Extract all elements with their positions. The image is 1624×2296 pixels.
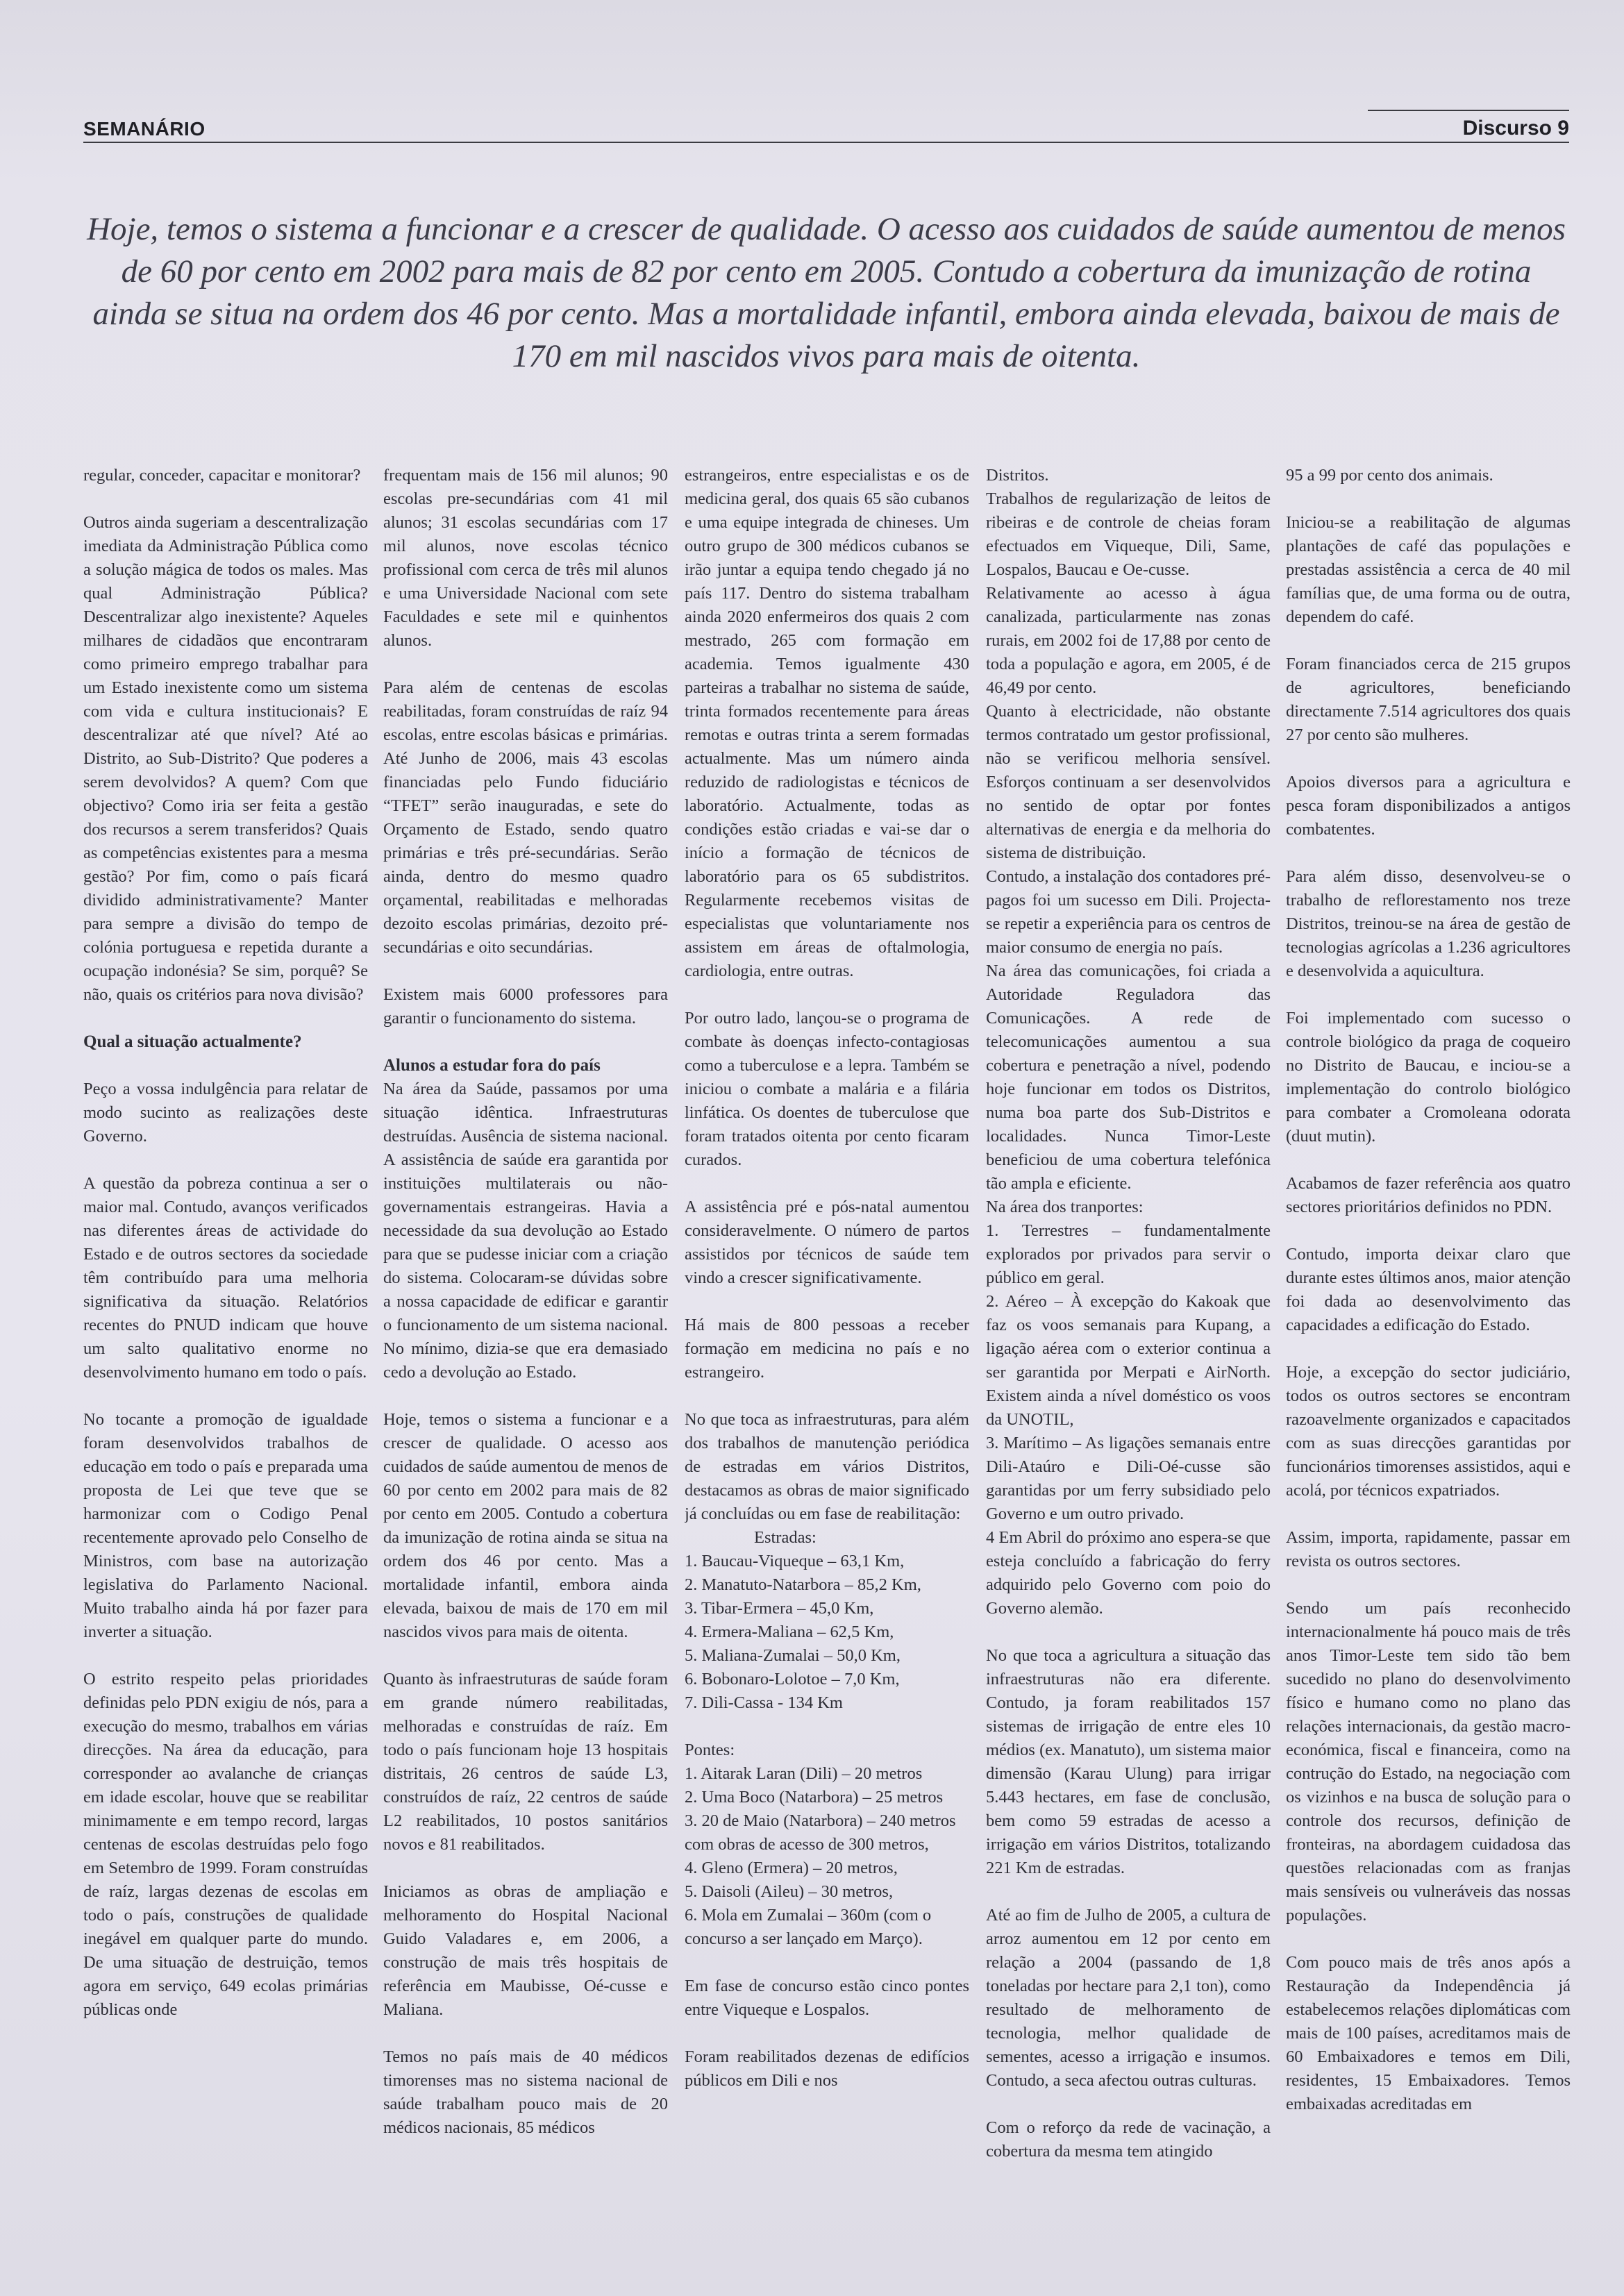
paragraph: Quanto às infraestruturas de saúde foram em grande número reabilitadas, melhoradas e construídas de raíz. Em todo o país funcionam hoje 13 hospitais distritais, 26 centros de saúde L3, construídos de raíz, 22 centros de saúde L2 reabilitados, 10 postos sanitários novos e 81 reabilitados. <box>383 1670 668 1854</box>
pull-quote: Hoje, temos o sistema a funcionar e a crescer de qualidade. O acesso aos cuidados de saúde aumentou de menos de 60 por cento em 2002 para mais de 82 por cento em 2005. Contudo a cobertura da imunização de rotina ainda se situa na ordem dos 46 por cento. Mas a mortalidade infantil, embora ainda elevada, baixou de mais de 170 em mil nascidos vivos para mais de oitenta. <box>87 211 1566 374</box>
newspaper-name: SEMANÁRIO <box>83 118 206 140</box>
paragraph: Assim, importa, rapidamente, passar em revista os outros sectores. <box>1286 1528 1571 1570</box>
paragraph: 95 a 99 por cento dos animais. <box>1286 466 1493 485</box>
paragraph: Para além disso, desenvolveu-se o trabalho de reflorestamento nos treze Distritos, treinou-se na área de gestão de tecnologias agrícolas a 1.236 agricultores e desenvolvida a aquicultura. <box>1286 867 1571 980</box>
article-body <box>83 464 1569 2255</box>
paragraph: Distritos. <box>986 466 1049 485</box>
column-3 <box>685 464 969 2241</box>
paragraph: Trabalhos de regularização de leitos de ribeiras e de controle de cheias foram efectuados em Viqueque, Dili, Same, Lospalos, Baucau e Oe-cusse. <box>986 489 1271 579</box>
list-item: 2. Manatuto-Natarbora – 85,2 Km, <box>685 1575 921 1594</box>
paragraph: Há mais de 800 pessoas a receber formação em medicina no país e no estrangeiro. <box>685 1316 969 1382</box>
paragraph: O estrito respeito pelas prioridades definidas pelo PDN exigiu de nós, para a execução do mesmo, trabalhos em várias direcções. Na área da educação, para corresponder ao avalanche de crianças em idade escolar, houve que se reabilitar minimamente e em tempo record, largas centenas de escolas destruídas pelo fogo em Setembro de 1999. Foram construídas de raíz, largas dezenas de escolas em todo o país, construções de qualidade inegável em qualquer parte do mundo. De uma situação de destruição, temos agora em serviço, 649 ecolas primárias públicas onde <box>83 1670 368 2019</box>
bridges-list <box>685 1762 969 1951</box>
paragraph: Contudo, a instalação dos contadores pré-pagos foi um sucesso em Dili. Projecta-se repetir a experiência para os centros de maior consumo de energia no país. <box>986 867 1271 957</box>
paragraph: 2. Aéreo – À excepção do Kakoak que faz os voos semanais para Kupang, a ligação aérea com o exterior continua a ser garantida por Merpati e AirNorth. Existem ainda a nível doméstico os voos da UNOTIL, <box>986 1292 1271 1429</box>
paragraph: A assistência pré e pós-natal aumentou consideravelmente. O número de partos assistidos por técnicos de saúde tem vindo a crescer significativamente. <box>685 1198 969 1287</box>
section-heading: Alunos a estudar fora do país <box>383 1056 601 1075</box>
paragraph: Quanto à electricidade, não obstante termos contratado um gestor profissional, não se verificou melhoria sensível. Esforços continuam a ser desenvolvidos no sentido de optar por fontes alternativas de energia e da melhoria do sistema de distribuição. <box>986 702 1271 862</box>
paragraph: Sendo um país reconhecido internacionalmente há pouco mais de três anos Timor-Leste tem sido tão bem sucedido no plano do desenvolvimento físico e humano como no plano das relações internacionais, da gestão macro-económica, fiscal e financeira, como na contrução do Estado, na negociação com os vizinhos e na busca de solução para o controle dos recursos, definição de fronteiras, na abordagem cuidadosa das questões relacionadas com as franjas mais sensíveis ou vulneráveis das nossas populações. <box>1286 1599 1571 1925</box>
section-heading: Qual a situação actualmente? <box>83 1032 302 1051</box>
roads-list <box>685 1550 969 1715</box>
paragraph: Com pouco mais de três anos após a Restauração da Independência já estabelecemos relações diplomáticas com mais de 100 países, acreditamos mais de 60 Embaixadores e temos em Dili, residentes, 15 Embaixadores. Temos embaixadas acreditadas em <box>1286 1953 1571 2113</box>
paragraph: Relativamente ao acesso à água canalizada, particularmente nas zonas rurais, em 2002 foi de 17,88 por cento de toda a população e agora, em 2005, é de 46,49 por cento. <box>986 584 1271 697</box>
paragraph: No que toca as infraestruturas, para além dos trabalhos de manutenção periódica de estradas em vários Distritos, destacamos as obras de maior significado já concluídas ou em fase de reabilitação: <box>685 1410 969 1523</box>
paragraph: estrangeiros, entre especialistas e os de medicina geral, dos quais 65 são cubanos e uma equipe integrada de chineses. Um outro grupo de 300 médicos cubanos se irão juntar a equipa tendo chegado já no país 117. Dentro do sistema trabalham ainda 2020 enfermeiros dos quais 2 com mestrado, 265 com formação em academia. Temos igualmente 430 parteiras a trabalhar no sistema de saúde, trinta formados recentemente para áreas remotas e outras trinta a serem formadas actualmente. Mas um número ainda reduzido de radiologistas e técnicos de laboratório. Actualmente, todas as condições estão criadas e vai-se dar o início a formação de técnicos de laboratório para os 65 subdistritos. Regularmente recebemos visitas de especialistas que voluntariamente nos assistem em áreas de oftalmologia, cardiologia, entre outras. <box>685 466 969 980</box>
paragraph: Temos no país mais de 40 médicos timorenses mas no sistema nacional de saúde trabalham pouco mais de 20 médicos nacionais, 85 médicos <box>383 2047 668 2137</box>
paragraph: No tocante a promoção de igualdade foram desenvolvidos trabalhos de educação em todo o país e preparada uma proposta de Lei que teve que se harmonizar com o Codigo Penal recentemente aprovado pelo Conselho de Ministros, com base na autorização legislativa do Parlamento Nacional. Muito trabalho ainda há por fazer para inverter a situação. <box>83 1410 368 1641</box>
paragraph: No que toca a agricultura a situação das infraestruturas não era diferente. Contudo, ja foram reabilitados 157 sistemas de irrigação de entre eles 10 médios (ex. Manatuto), um sistema maior dimensão (Karau Ulung) para irrigar 5.443 hectares, em fase de conclusão, bem como 59 estradas de acesso a irrigação em vários Distritos, totalizando 221 Km de estradas. <box>986 1646 1271 1877</box>
paragraph: Com o reforço da rede de vacinação, a cobertura da mesma tem atingido <box>986 2118 1271 2161</box>
list-item: 5. Maliana-Zumalai – 50,0 Km, <box>685 1646 901 1665</box>
paragraph: Peço a vossa indulgência para relatar de modo sucinto as realizações deste Governo. <box>83 1080 368 1146</box>
list-item: 4. Gleno (Ermera) – 20 metros, <box>685 1859 898 1877</box>
list-item: 6. Mola em Zumalai – 360m (com o concurso a ser lançado em Março). <box>685 1906 932 1948</box>
paragraph: Foi implementado com sucesso o controle biológico da praga de coqueiro no Distrito de Baucau, e inciou-se a implementação do controlo biológico para combater a Cromoleana odorata (duut mutin). <box>1286 1009 1571 1146</box>
paragraph: 3. Marítimo – As ligações semanais entre Dili-Ataúro e Dili-Oé-cusse são garantidas por um ferry subsidiado pelo Governo e um outro privado. <box>986 1434 1271 1523</box>
paragraph: Na área dos tranportes: <box>986 1198 1144 1216</box>
paragraph: Foram reabilitados dezenas de edifícios públicos em Dili e nos <box>685 2047 969 2090</box>
paragraph: Até ao fim de Julho de 2005, a cultura de arroz aumentou em 12 por cento em relação a 2004 (passando de 1,8 toneladas por hectare para 2,1 ton), como resultado de melhoramento de tecnologia, melhor qualidade de sementes, acesso a irrigação e insumos. Contudo, a seca afectou outras culturas. <box>986 1906 1271 2090</box>
header-rule <box>83 142 1569 143</box>
paragraph: Na área da Saúde, passamos por uma situação idêntica. Infraestruturas destruídas. Ausência de sistema nacional. A assistência de saúde era garantida por instituições multilaterais ou não-governamentais estrangeiras. Havia a necessidade da sua devolução ao Estado para que se pudesse iniciar com a criação do sistema. Colocaram-se dúvidas sobre a nossa capacidade de edificar e garantir o funcionamento de um sistema nacional. No mínimo, dizia-se que era demasiado cedo a devolução ao Estado. <box>383 1080 668 1382</box>
paragraph: Hoje, a excepção do sector judiciário, todos os outros sectores se encontram razoavelmente organizados e capacitados com as suas direcções garantidas por funcionários timorenses assistidos, aqui e acolá, por técnicos expatriados. <box>1286 1363 1571 1500</box>
roads-label: Estradas: <box>754 1528 817 1547</box>
column-2 <box>383 464 668 2241</box>
paragraph: Existem mais 6000 professores para garantir o funcionamento do sistema. <box>383 985 668 1028</box>
list-item: 2. Uma Boco (Natarbora) – 25 metros <box>685 1788 944 1807</box>
list-item: 1. Baucau-Viqueque – 63,1 Km, <box>685 1552 905 1570</box>
column-4 <box>986 464 1271 2241</box>
paragraph: Outros ainda sugeriam a descentralização imediata da Administração Pública como a solução mágica de todos os males. Mas qual Administração Pública? Descentralizar algo inexistente? Aqueles milhares de cidadãos que encontraram como primeiro emprego trabalhar para um Estado inexistente como um sistema com vida e cultura institucionais? E descentralizar até que nível? Até ao Distrito, ao Sub-Distrito? Que poderes a serem devolvidos? A quem? Com que objectivo? Como iria ser feita a gestão dos recursos a serem transferidos? Quais as competências existentes para a mesma gestão? Por fim, como o país ficará dividido administrativamente? Manter para sempre a divisão do tempo de colónia portuguesa e repetida durante a ocupação indonésia? Se sim, porquê? Se não, quais os critérios para nova divisão? <box>83 513 368 1004</box>
list-item: 3. Tibar-Ermera – 45,0 Km, <box>685 1599 874 1618</box>
paragraph: 4 Em Abril do próximo ano espera-se que esteja concluído a fabricação do ferry adquirido pelo Governo com poio do Governo alemão. <box>986 1528 1271 1618</box>
paragraph: Iniciamos as obras de ampliação e melhoramento do Hospital Nacional Guido Valadares e, em 2006, a construção de mais três hospitais de referência em Maubisse, Oé-cusse e Maliana. <box>383 1882 668 2019</box>
list-item: 7. Dili-Cassa - 134 Km <box>685 1693 843 1712</box>
column-1 <box>83 464 368 2241</box>
paragraph: 1. Terrestres – fundamentalmente explorados por privados para servir o público em geral. <box>986 1221 1271 1287</box>
paragraph: Acabamos de fazer referência aos quatro sectores prioritários definidos no PDN. <box>1286 1174 1571 1216</box>
list-item: 1. Aitarak Laran (Dili) – 20 metros <box>685 1764 923 1783</box>
paragraph: Em fase de concurso estão cinco pontes entre Viqueque e Lospalos. <box>685 1977 969 2019</box>
bridges-label: Pontes: <box>685 1741 735 1759</box>
header-rule-top <box>1368 110 1569 111</box>
paragraph: Foram financiados cerca de 215 grupos de agricultores, beneficiando directamente 7.514 agricultores dos quais 27 por cento são mulheres. <box>1286 655 1571 744</box>
paragraph: A questão da pobreza continua a ser o maior mal. Contudo, avanços verificados nas diferentes áreas de actividade do Estado e de outros sectores da sociedade têm contribuído para uma melhoria significativa da situação. Relatórios recentes do PNUD indicam que houve um salto qualitativo enorme no desenvolvimento humano em todo o país. <box>83 1174 368 1382</box>
paragraph: Por outro lado, lançou-se o programa de combate às doenças infecto-contagiosas como a tuberculose e a lepra. Também se iniciou o combate a malária e a filária linfática. Os doentes de tuberculose que foram tratados oitenta por cento ficaram curados. <box>685 1009 969 1169</box>
paragraph: Hoje, temos o sistema a funcionar e a crescer de qualidade. O acesso aos cuidados de saúde aumentou de menos de 60 por cento em 2002 para mais de 82 por cento em 2005. Contudo a cobertura da imunização de rotina ainda se situa na ordem dos 46 por cento. Mas a mortalidade infantil, embora ainda elevada, baixou de mais de 170 em mil nascidos vivos para mais de oitenta. <box>383 1410 668 1641</box>
list-item: 6. Bobonaro-Lolotoe – 7,0 Km, <box>685 1670 900 1689</box>
masthead <box>83 110 1569 143</box>
paragraph: regular, conceder, capacitar e monitorar? <box>83 466 361 485</box>
section-page-label: Discurso 9 <box>1462 117 1569 140</box>
paragraph: Na área das comunicações, foi criada a Autoridade Reguladora das Comunicações. A rede de telecomunicações aumentou a sua cobertura e penetração a nível, podendo hoje funcionar em todos os Distritos, numa boa parte dos Sub-Distritos e localidades. Nunca Timor-Leste beneficiou de uma cobertura telefónica tão ampla e eficiente. <box>986 962 1271 1193</box>
paragraph: Para além de centenas de escolas reabilitadas, foram construídas de raíz 94 escolas, entre escolas básicas e primárias. Até Junho de 2006, mais 43 escolas financiadas pelo Fundo fiduciário “TFET” serão inauguradas, e sete do Orçamento de Estado, sendo quatro primárias e três pré-secundárias. Serão ainda, dentro do mesmo quadro orçamental, reabilitadas e melhoradas dezoito escolas primárias, dezoito pré-secundárias e oito secundárias. <box>383 678 668 957</box>
paragraph: Contudo, importa deixar claro que durante estes últimos anos, maior atenção foi dada ao desenvolvimento das capacidades a edificação do Estado. <box>1286 1245 1571 1334</box>
paragraph: frequentam mais de 156 mil alunos; 90 escolas pre-secundárias com 41 mil alunos; 31 escolas secundárias com 17 mil alunos, nove escolas técnico profissional com cerca de três mil alunos e uma Universidade Nacional com sete Faculdades e sete mil e quinhentos alunos. <box>383 466 668 650</box>
list-item: 3. 20 de Maio (Natarbora) – 240 metros com obras de acesso de 300 metros, <box>685 1811 956 1854</box>
list-item: 5. Daisoli (Aileu) – 30 metros, <box>685 1882 894 1901</box>
paragraph: Iniciou-se a reabilitação de algumas plantações de café das populações e prestadas assistência a cerca de 40 mil famílias que, de uma forma ou de outra, dependem do café. <box>1286 513 1571 626</box>
list-item: 4. Ermera-Maliana – 62,5 Km, <box>685 1623 894 1641</box>
paragraph: Apoios diversos para a agricultura e pesca foram disponibilizados a antigos combatentes. <box>1286 773 1571 839</box>
column-5 <box>1286 464 1571 2241</box>
